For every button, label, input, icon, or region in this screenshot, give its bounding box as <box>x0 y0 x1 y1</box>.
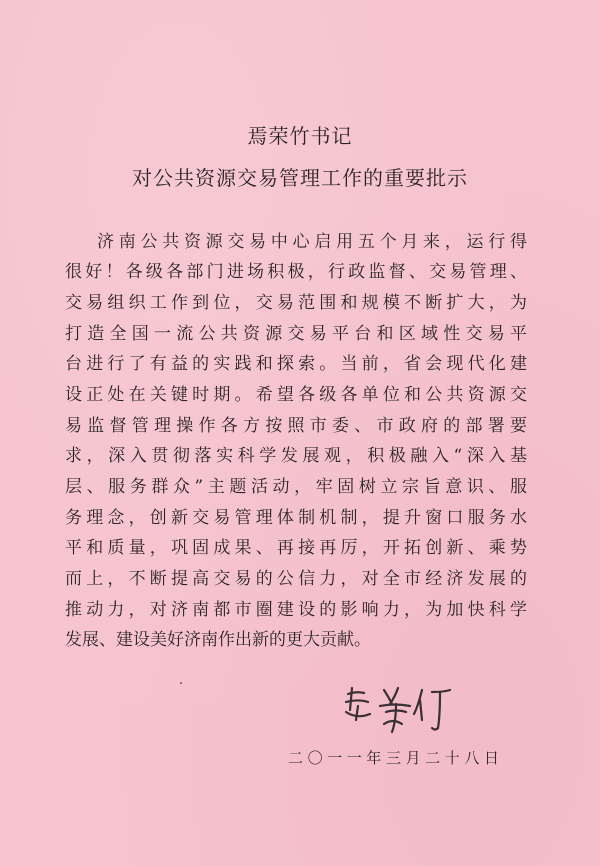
body-line: 层、服务群众”主题活动，牢固树立宗旨意识、服 <box>65 477 527 497</box>
document-date: 二〇一一年三月二十八日 <box>288 749 500 767</box>
body-line: 台进行了有益的实践和探索。当前，省会现代化建 <box>65 354 527 374</box>
document-subtitle: 对公共资源交易管理工作的重要批示 <box>132 166 468 190</box>
body-line: 发展、建设美好济南作出新的更大贡献。 <box>65 630 371 650</box>
body-line: 很好！各级各部门进场积极，行政监督、交易管理、 <box>65 262 527 282</box>
body-line: 易监督管理操作各方按照市委、市政府的部署要 <box>65 416 527 436</box>
body-line: 平和质量，巩固成果、再接再厉，开拓创新、乘势 <box>65 538 527 558</box>
body-line: 而上，不断提高交易的公信力，对全市经济发展的 <box>65 569 527 589</box>
handwritten-signature <box>340 680 460 740</box>
body-line: 求，深入贯彻落实科学发展观，积极融入“深入基 <box>65 446 527 466</box>
body-line: 务理念，创新交易管理体制机制，提升窗口服务水 <box>65 508 527 528</box>
body-line: 设正处在关键时期。希望各级各单位和公共资源交 <box>65 385 527 405</box>
body-line: 济南公共资源交易中心启用五个月来，运行得 <box>97 232 527 252</box>
paper-speck <box>180 682 182 684</box>
body-line: 打造全国一流公共资源交易平台和区域性交易平 <box>65 324 527 344</box>
document-title: 焉荣竹书记 <box>247 124 353 148</box>
body-line: 交易组织工作到位，交易范围和规模不断扩大，为 <box>65 293 527 313</box>
body-line: 推动力，对济南都市圈建设的影响力，为加快科学 <box>65 600 527 620</box>
